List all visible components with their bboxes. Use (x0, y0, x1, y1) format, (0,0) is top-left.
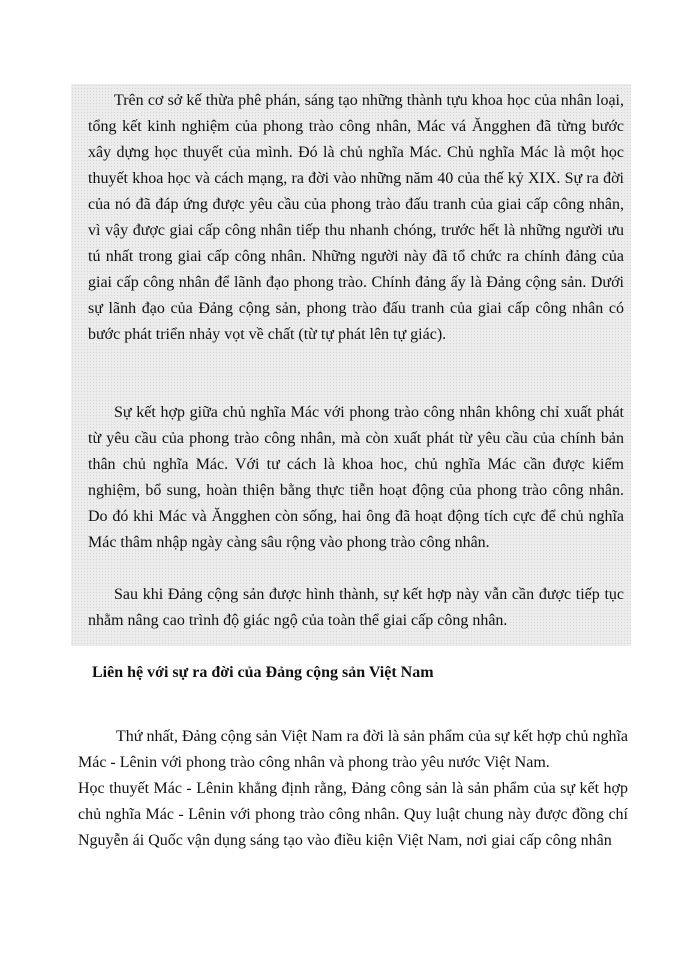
paragraph-1: Trên cơ sở kế thừa phê phán, sáng tạo những thành tựu khoa học của nhân loại, tổng kết kinh nghiệm của phong trào công nhân, Mác vá Ăngghen đã từng bước xây dựng học thuyết của mình. Đó là chủ nghĩa Mác. Chủ nghĩa Mác là một học thuyết khoa học và cách mạng, ra đời vào những năm 40 của thế kỷ XIX. Sự ra đời của nó đã đáp ứng được yêu cầu của phong trào đấu tranh của giai cấp công nhân, vì vậy được giai cấp công nhân tiếp thu nhanh chóng, trước hết là những người ưu tú nhất trong giai cấp công nhân. Những người này đã tổ chức ra chính đảng của giai cấp công nhân để lãnh đạo phong trào. Chính đảng ấy là Đảng cộng sản. Dưới sự lãnh đạo của Đảng cộng sản, phong trào đấu tranh của giai cấp công nhân có bước phát triển nhảy vọt về chất (từ tự phát lên tự giác). (88, 92, 624, 343)
paragraph-3: Sau khi Đảng cộng sản được hình thành, sự kết hợp này vẫn cần được tiếp tục nhằm nâng cao trình độ giác ngộ của toàn thể giai cấp công nhân. (88, 586, 624, 629)
section-heading: Liên hệ với sự ra đời của Đảng cộng sản Việt Nam (92, 664, 434, 681)
paragraph-5: Học thuyết Mác - Lênin khẳng định rằng, Đảng công sản là sản phẩm của sự kết hợp chủ nghĩa Mác - Lênin với phong trào công nhân. Quy luật chung này được đồng chí Nguyễn ái Quốc vận dụng sáng tạo vào điều kiện Việt Nam, nơi giai cấp công nhân (78, 780, 628, 849)
paragraph-2: Sự kết hợp giữa chủ nghĩa Mác với phong trào công nhân không chỉ xuất phát từ yêu cầu của phong trào công nhân, mà còn xuất phát từ yêu cầu của chính bản thân chủ nghĩa Mác. Với tư cách là khoa hoc, chủ nghĩa Mác cần được kiểm nghiệm, bổ sung, hoàn thiện bằng thực tiễn hoạt động của phong trào công nhân. Do đó khi Mác và Ăngghen còn sống, hai ông đã hoạt động tích cực để chủ nghĩa Mác thâm nhập ngày càng sâu rộng vào phong trào công nhân. (88, 404, 624, 551)
paragraph-4: Thứ nhất, Đảng cộng sản Việt Nam ra đời là sản phẩm của sự kết hợp chủ nghĩa Mác - Lênin với phong trào công nhân và phong trào yêu nước Việt Nam. (78, 728, 628, 771)
